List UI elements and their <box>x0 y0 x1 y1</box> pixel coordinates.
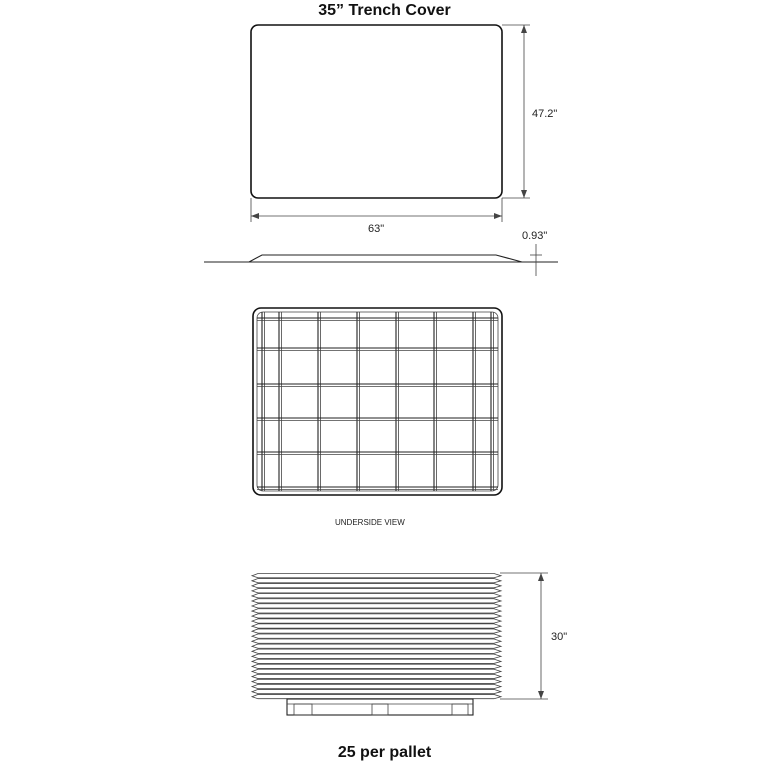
underside-label: UNDERSIDE VIEW <box>335 518 405 527</box>
width-label: 63" <box>368 223 385 235</box>
stacked-cover <box>252 654 501 658</box>
stacked-cover <box>252 629 501 633</box>
stacked-cover <box>252 674 501 678</box>
stacked-cover <box>252 584 501 588</box>
stacked-cover <box>252 579 501 583</box>
diagram-title: 35” Trench Cover <box>318 2 451 19</box>
stacked-cover <box>252 589 501 593</box>
underside-outline <box>253 308 502 495</box>
side-profile <box>204 230 558 276</box>
stacked-cover <box>252 644 501 648</box>
stacked-cover <box>252 669 501 673</box>
stacked-cover <box>252 599 501 603</box>
stacked-cover <box>252 649 501 653</box>
stacked-cover <box>252 694 501 698</box>
underside-inner-rim <box>257 312 498 491</box>
stack-height-dimension <box>500 573 567 699</box>
stacked-cover <box>252 619 501 623</box>
cover-outline <box>251 25 502 198</box>
width-dimension <box>251 198 502 235</box>
stacked-cover <box>252 689 501 693</box>
stacked-cover <box>252 574 501 578</box>
pallet-quantity-label: 25 per pallet <box>337 744 432 761</box>
height-label: 47.2" <box>532 108 558 120</box>
thickness-label: 0.93" <box>522 230 548 242</box>
height-dimension <box>502 25 557 198</box>
underside-rib-grid <box>257 312 498 491</box>
stacked-cover <box>252 684 501 688</box>
stacked-cover <box>252 634 501 638</box>
top-view <box>251 25 557 235</box>
stacked-cover <box>252 659 501 663</box>
underside-view <box>253 308 502 495</box>
stacked-cover <box>252 609 501 613</box>
stack-height-label: 30" <box>551 631 568 643</box>
thickness-dimension <box>522 230 547 276</box>
pallet-stack <box>252 573 567 715</box>
stacked-cover <box>252 604 501 608</box>
stacked-cover <box>252 679 501 683</box>
stacked-cover <box>252 624 501 628</box>
stacked-cover <box>252 594 501 598</box>
profile-shape <box>249 255 522 262</box>
stacked-cover <box>252 639 501 643</box>
stacked-cover <box>252 614 501 618</box>
stacked-covers <box>252 574 501 699</box>
pallet-base <box>287 699 473 715</box>
stacked-cover <box>252 664 501 668</box>
